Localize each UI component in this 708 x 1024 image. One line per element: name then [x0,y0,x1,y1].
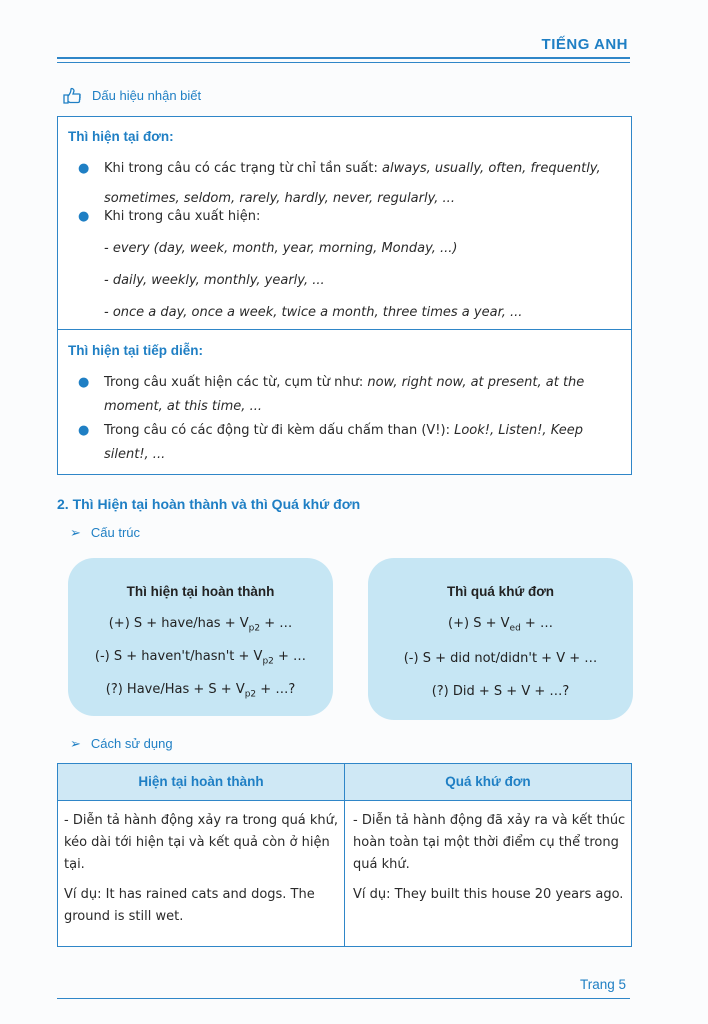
present-continuous-title: Thì hiện tại tiếp diễn: [68,343,203,358]
past-simple-positive: (+) $S + V_{ed}$ + … [448,616,553,634]
present-simple-bullet-1-cont: sometimes, seldom, rarely, hardly, never, regularly, ... [104,191,455,206]
present-perfect-title: Thì hiện tại hoàn thành [126,584,275,599]
present-simple-line-once: - once a day, once a week, twice a month, three times a year, ... [104,305,523,320]
usage-table [57,763,632,947]
box-divider [58,329,631,330]
bullet-icon: ● [78,209,90,224]
hand-pointer-icon [62,86,82,104]
present-continuous-bullet-2-cont: silent!, ... [104,447,166,462]
bullet-icon: ● [78,161,90,176]
table-divider [344,764,345,946]
signs-heading [62,86,201,104]
section-2-heading: 2. Thì Hiện tại hoàn thành và thì Quá khứ đơn [57,496,361,512]
present-simple-bullet-2: Khi trong câu xuất hiện: [104,209,261,224]
present-perfect-question: (?) Have/Has + $S + V_{p2}$ + …? [105,682,296,700]
footer-rule [57,998,630,999]
present-continuous-bullet-1: Trong câu xuất hiện các từ, cụm từ như: now, right now, at present, at the [104,375,585,390]
bullet-icon: ● [78,375,90,390]
table-header-perfect: Hiện tại hoàn thành [138,774,264,789]
arrow-icon: ➢ [70,736,81,751]
past-simple-negative: (-) S + did not/didn't + V + … [403,651,598,666]
arrow-icon: ➢ [70,525,81,540]
signs-label: Dấu hiệu nhận biết [92,87,202,103]
present-perfect-negative: (-) S + haven't/hasn't + $V_{p2}$ + … [94,649,307,667]
present-simple-line-every: - every (day, week, month, year, morning, Monday, ...) [104,241,458,256]
past-simple-question: (?) Did + S + V + …? [431,684,570,699]
table-cell-perfect: - Diễn tả hành động xảy ra trong quá khứ, kéo dài tới hiện tại và kết quả còn ở hiện tại. Ví dụ: It has rained cats and dogs. The ground is still wet. [64,813,339,924]
structure-subheading: ➢ Cấu trúc [70,525,141,540]
table-cell-past: - Diễn tả hành động đã xảy ra và kết thúc hoàn toàn tại một thời điểm cụ thể trong quá khứ. Ví dụ: They built this house 20 years ago. [353,813,626,902]
usage-subheading: ➢ Cách sử dụng [70,736,173,751]
past-simple-title: Thì quá khứ đơn [446,584,555,599]
present-perfect-card [68,558,333,716]
table-header-past: Quá khứ đơn [445,774,531,789]
present-simple-bullet-1: Khi trong câu có các trạng từ chỉ tần suất: always, usually, often, frequently, [104,161,601,176]
header-rule [57,57,630,59]
present-continuous-bullet-1-cont: moment, at this time, ... [104,399,262,414]
signs-box [57,116,632,475]
bullet-icon: ● [78,423,90,438]
present-simple-line-daily: - daily, weekly, monthly, yearly, ... [104,273,325,288]
subject-title: TIẾNG ANH [541,36,628,53]
header-rule-thin [57,62,630,63]
past-simple-card [368,558,633,720]
page-number: Trang 5 [579,977,626,992]
present-perfect-positive: (+) S + have/has + $V_{p2}$ + … [108,616,293,634]
present-simple-title: Thì hiện tại đơn: [68,129,174,144]
present-continuous-bullet-2: Trong câu có các động từ đi kèm dấu chấm than (V!): Look!, Listen!, Keep [104,423,584,438]
